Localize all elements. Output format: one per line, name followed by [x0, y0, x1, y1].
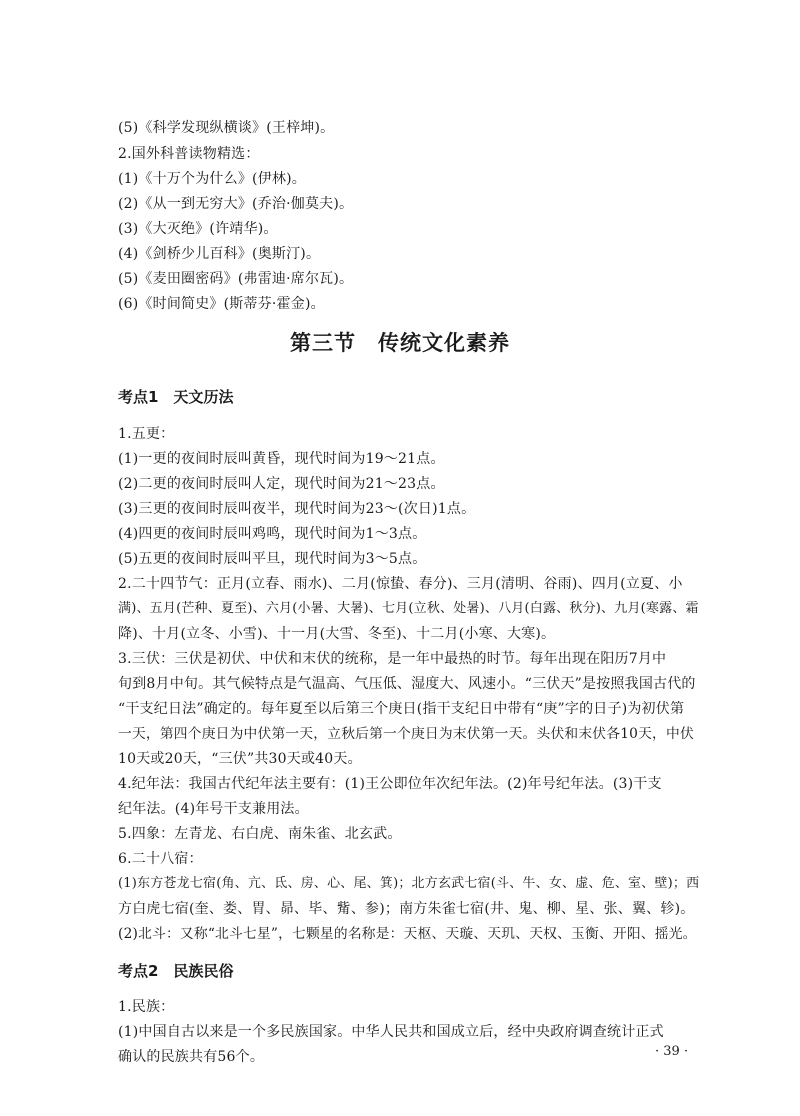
paragraph-line: “干支纪日法”确定的。每年夏至以后第三个庚日(指干支纪日中带有“庚”字的日子)为初伏第 [118, 701, 685, 717]
reading-list-item: (3)《大灭绝》(许靖华)。 [118, 221, 278, 237]
reading-list-item: (5)《麦田圈密码》(弗雷迪·席尔瓦)。 [118, 271, 354, 287]
point-heading: 考点2 民族民俗 [118, 962, 234, 980]
paragraph-line: (1)中国自古以来是一个多民族国家。中华人民共和国成立后，经中央政府调查统计正式 [118, 1024, 664, 1040]
paragraph-line: 纪年法。(4)年号干支兼用法。 [118, 801, 309, 817]
paragraph-line: 方白虎七宿(奎、娄、胃、昴、毕、觜、参)；南方朱雀七宿(井、鬼、柳、星、张、翼、轸)。 [118, 901, 695, 917]
paragraph-line: 2.二十四节气：正月(立春、雨水)、二月(惊蛰、春分)、三月(清明、谷雨)、四月(立夏、小 [118, 576, 683, 592]
paragraph-line: (4)四更的夜间时辰叫鸡鸣，现代时间为1～3点。 [118, 526, 427, 542]
paragraph-line: (3)三更的夜间时辰叫夜半，现代时间为23～(次日)1点。 [118, 501, 476, 517]
reading-list-item: (5)《科学发现纵横谈》(王梓坤)。 [118, 120, 335, 136]
paragraph-line: 6.二十八宿： [118, 851, 203, 867]
paragraph-line: 确认的民族共有56个。 [118, 1049, 265, 1065]
reading-list-item: (4)《剑桥少儿百科》(奥斯汀)。 [118, 246, 321, 262]
reading-list-heading: 2.国外科普读物精选： [118, 146, 260, 162]
paragraph-line: (5)五更的夜间时辰叫平旦，现代时间为3～5点。 [118, 551, 427, 567]
paragraph-line: 一天，第四个庚日为中伏第一天，立秋后第一个庚日为末伏第一天。头伏和末伏各10天，中伏 [118, 726, 694, 742]
paragraph-line: (1)东方苍龙七宿(角、亢、氐、房、心、尾、箕)；北方玄武七宿(斗、牛、女、虚、危、室、壁)；西 [118, 876, 700, 891]
paragraph-line: 1.五更： [118, 426, 175, 442]
paragraph-line: (1)一更的夜间时辰叫黄昏，现代时间为19～21点。 [118, 451, 445, 467]
paragraph-line: 旬到8月中旬。其气候特点是气温高、气压低、湿度大、风速小。“三伏天”是按照我国古代的 [118, 676, 696, 692]
paragraph-line: (2)二更的夜间时辰叫人定，现代时间为21～23点。 [118, 476, 445, 492]
paragraph-line: 3.三伏：三伏是初伏、中伏和末伏的统称，是一年中最热的时节。每年出现在阳历7月中 [118, 651, 667, 667]
paragraph-line: 降)、十月(立冬、小雪)、十一月(大雪、冬至)、十二月(小寒、大寒)。 [118, 626, 556, 642]
paragraph-line: 满)、五月(芒种、夏至)、六月(小暑、大暑)、七月(立秋、处暑)、八月(白露、秋分)、九月(寒露、霜 [118, 601, 699, 616]
point-heading: 考点1 天文历法 [118, 388, 234, 406]
paragraph-line: 1.民族： [118, 999, 175, 1015]
reading-list-item: (2)《从一到无穷大》(乔治·伽莫夫)。 [118, 196, 354, 212]
section-title: 第三节 传统文化素养 [290, 331, 510, 355]
paragraph-line: 10天或20天，“三伏”共30天或40天。 [118, 751, 362, 767]
paragraph-line: 4.纪年法：我国古代纪年法主要有：(1)王公即位年次纪年法。(2)年号纪年法。(3)干支 [118, 776, 662, 792]
reading-list-item: (6)《时间简史》(斯蒂芬·霍金)。 [118, 296, 325, 312]
page-number: · 39 · [655, 1044, 689, 1059]
reading-list-item: (1)《十万个为什么》(伊林)。 [118, 171, 306, 187]
paragraph-line: (2)北斗：又称“北斗七星”，七颗星的名称是：天枢、天璇、天玑、天权、玉衡、开阳、摇光。 [118, 926, 697, 942]
paragraph-line: 5.四象：左青龙、右白虎、南朱雀、北玄武。 [118, 826, 402, 842]
